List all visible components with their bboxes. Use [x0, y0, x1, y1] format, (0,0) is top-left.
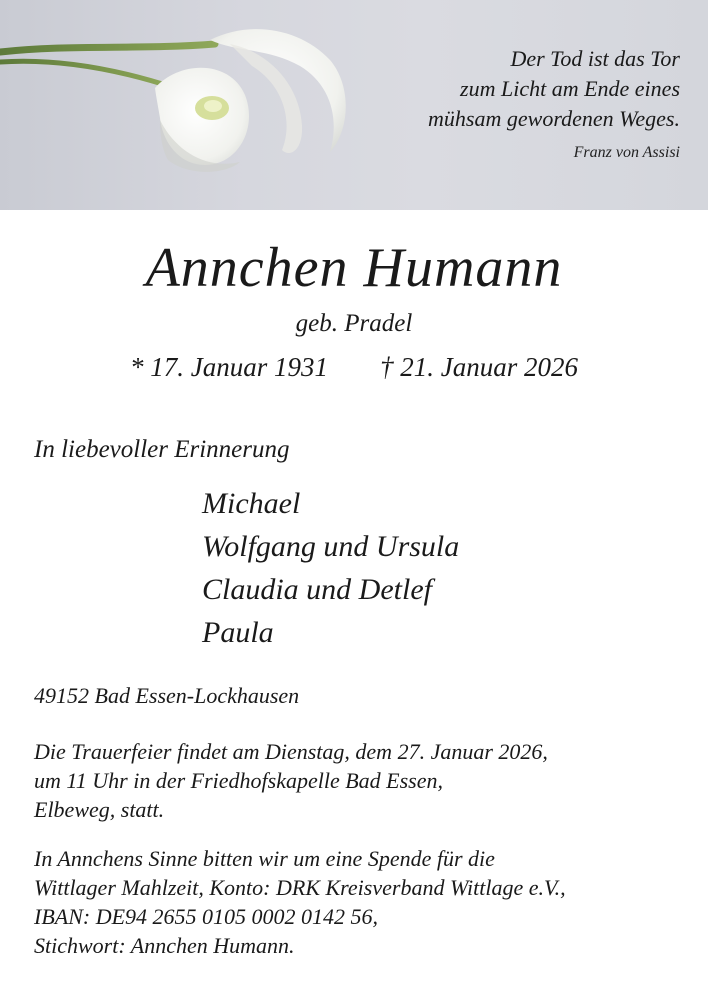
mourner-name: Paula: [202, 616, 274, 649]
birth-date: * 17. Januar 1931: [130, 352, 328, 382]
mourner-name: Michael: [202, 487, 301, 520]
quote-block: [428, 44, 680, 164]
mourners-list: [202, 482, 459, 654]
memory-line: In liebevoller Erinnerung: [34, 436, 290, 463]
service-line: Elbeweg, statt.: [34, 797, 165, 822]
mourner-name: Claudia und Detlef: [202, 573, 432, 606]
deceased-name: Annchen Humann: [145, 237, 563, 299]
donation-line: Stichwort: Annchen Humann.: [34, 933, 295, 958]
quote-line: zum Licht am Ende eines: [460, 76, 680, 101]
quote-author: Franz von Assisi: [573, 144, 680, 161]
service-line: Die Trauerfeier findet am Dienstag, dem 27. Januar 2026,: [34, 739, 548, 764]
life-dates: [0, 352, 708, 383]
quote-line: Der Tod ist das Tor: [510, 46, 680, 71]
donation-line: IBAN: DE94 2655 0105 0002 0142 56,: [34, 904, 379, 929]
mourner-name: Wolfgang und Ursula: [202, 530, 460, 563]
service-line: um 11 Uhr in der Friedhofskapelle Bad Essen,: [34, 768, 443, 793]
death-date: † 21. Januar 2026: [380, 352, 578, 382]
donation-line: In Annchens Sinne bitten wir um eine Spende für die: [34, 846, 495, 871]
service-info: [34, 737, 548, 824]
calla-lily-image: [0, 0, 380, 210]
header-banner: [0, 0, 708, 210]
quote-line: mühsam gewordenen Weges.: [428, 106, 680, 131]
birth-name: geb. Pradel: [295, 310, 413, 337]
donation-line: Wittlager Mahlzeit, Konto: DRK Kreisverband Wittlage e.V.,: [34, 875, 566, 900]
location: 49152 Bad Essen-Lockhausen: [34, 683, 300, 708]
donation-info: [34, 844, 566, 960]
